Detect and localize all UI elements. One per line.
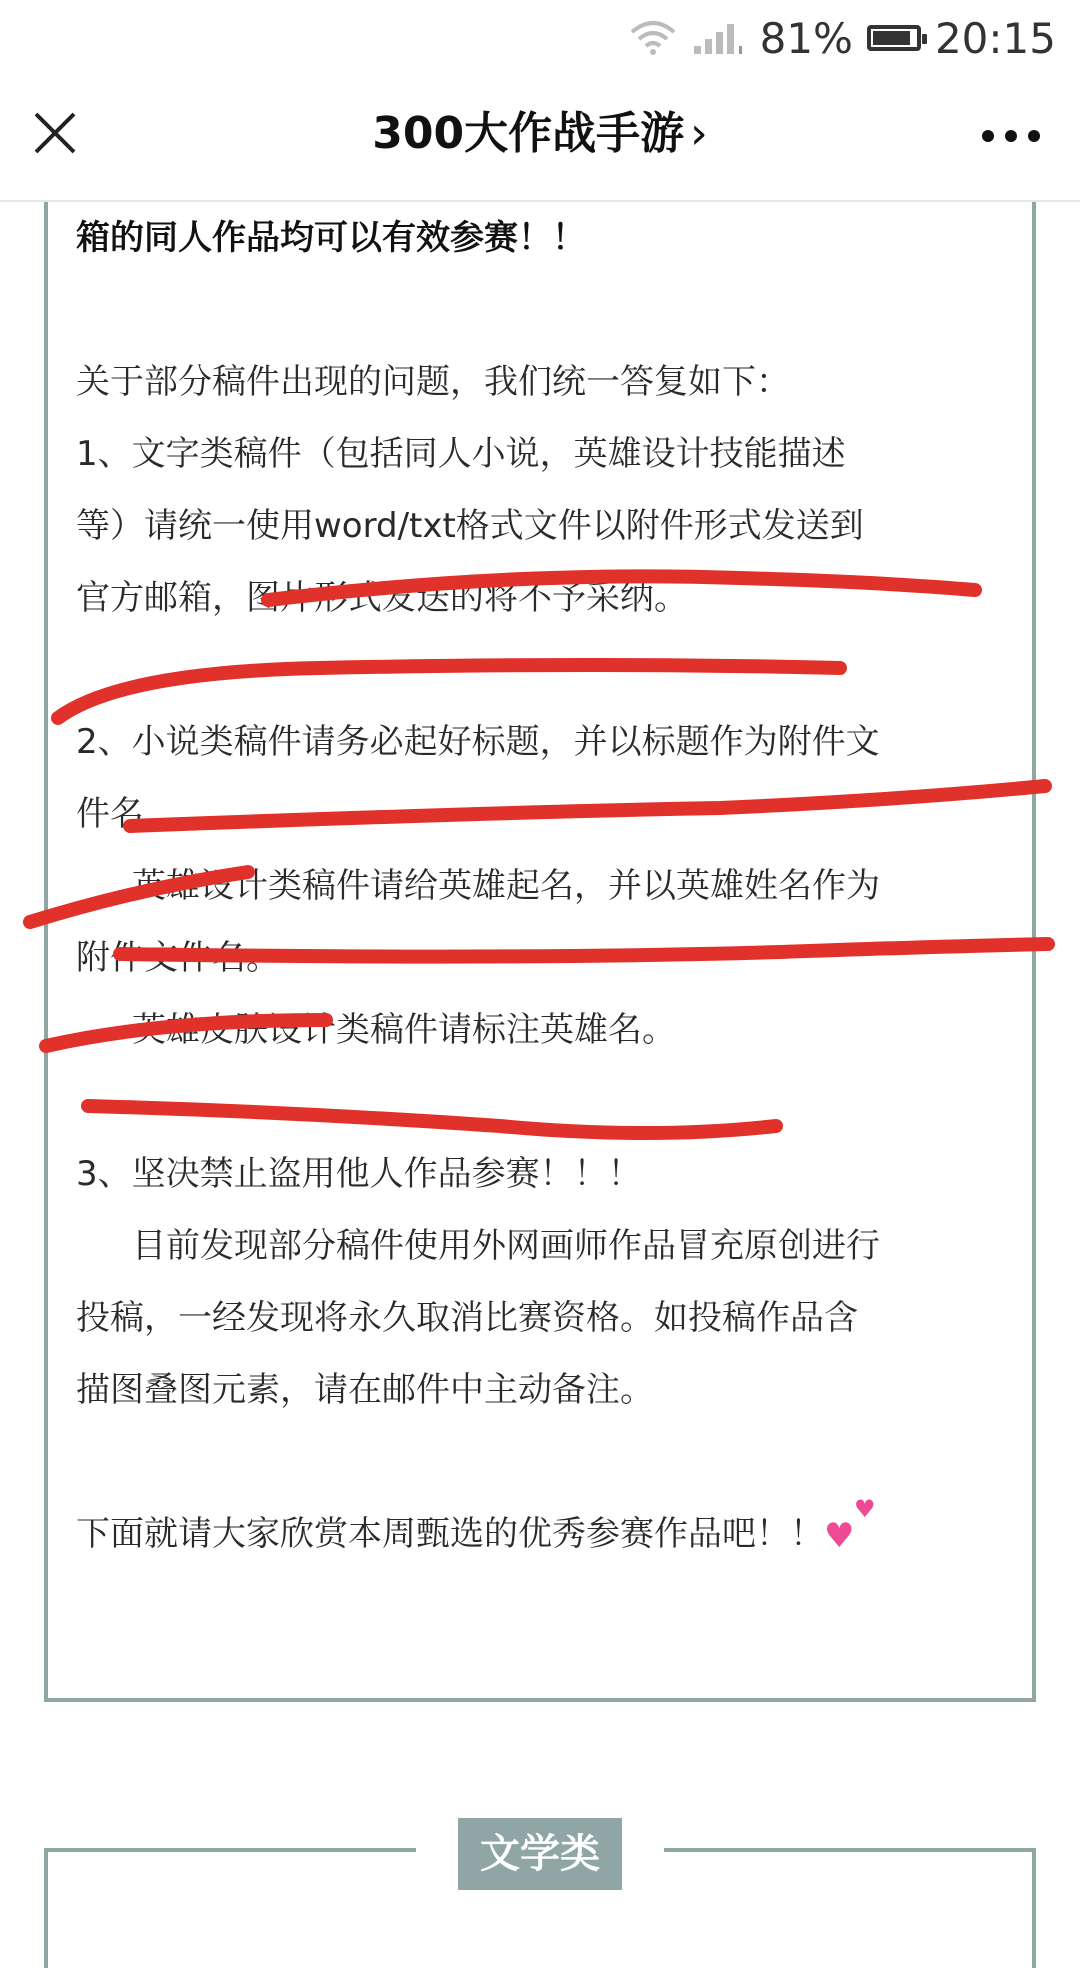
battery-icon	[867, 25, 921, 51]
article-line: 1、文字类稿件（包括同人小说，英雄设计技能描述	[76, 434, 846, 474]
closing-text: 下面就请大家欣赏本周甄选的优秀参赛作品吧！！	[76, 1514, 824, 1554]
nav-bar	[0, 76, 1080, 202]
battery-fill	[873, 31, 910, 45]
closing-line	[76, 1494, 1008, 1570]
status-indicators	[628, 10, 1056, 66]
more-dot	[982, 130, 994, 142]
more-dot	[1028, 130, 1040, 142]
heart-large: ♥	[824, 1515, 855, 1556]
article-line: 官方邮箱，图片形式发送的将不予采纳。	[76, 578, 688, 618]
hearts-emoji	[824, 1494, 880, 1556]
article-line: 英雄设计类稿件请给英雄起名，并以英雄姓名作为	[132, 866, 880, 906]
article-line: 2、小说类稿件请务必起好标题，并以标题作为附件文	[76, 722, 880, 762]
signal-icon	[692, 20, 746, 56]
article-line: 箱的同人作品均可以有效参赛！！	[76, 218, 586, 258]
article-line: 英雄皮肤设计类稿件请标注英雄名。	[132, 1010, 676, 1050]
article-line: 附件文件名。	[76, 938, 280, 978]
article-line: 投稿，一经发现将永久取消比赛资格。如投稿作品含	[76, 1298, 858, 1338]
section-tag: 文学类	[458, 1818, 622, 1890]
paragraph-gap	[76, 1426, 1008, 1498]
page-title-text: 300大作战手游	[372, 108, 685, 159]
more-dot	[1005, 130, 1017, 142]
status-bar	[0, 0, 1080, 76]
wifi-icon	[628, 20, 678, 56]
article-body	[76, 202, 1008, 1570]
article-line: 关于部分稿件出现的问题，我们统一答复如下：	[76, 362, 790, 402]
article-line: 目前发现部分稿件使用外网画师作品冒充原创进行	[132, 1226, 880, 1266]
article-line: 等）请统一使用word/txt格式文件以附件形式发送到	[76, 506, 864, 546]
paragraph-gap	[76, 274, 1008, 346]
battery-percent: 81%	[759, 13, 853, 63]
article-line: 件名。	[76, 794, 178, 834]
chevron-right-icon: ›	[690, 108, 708, 159]
clock: 20:15	[934, 13, 1056, 63]
article-line: 3、坚决禁止盗用他人作品参赛！！！	[76, 1154, 642, 1194]
page-title[interactable]	[0, 104, 1080, 164]
paragraph-gap	[76, 1066, 1008, 1138]
heart-small: ♥	[854, 1494, 876, 1523]
paragraph-gap	[76, 634, 1008, 706]
article-line: 描图叠图元素，请在邮件中主动备注。	[76, 1370, 654, 1410]
more-icon[interactable]	[982, 130, 1040, 144]
